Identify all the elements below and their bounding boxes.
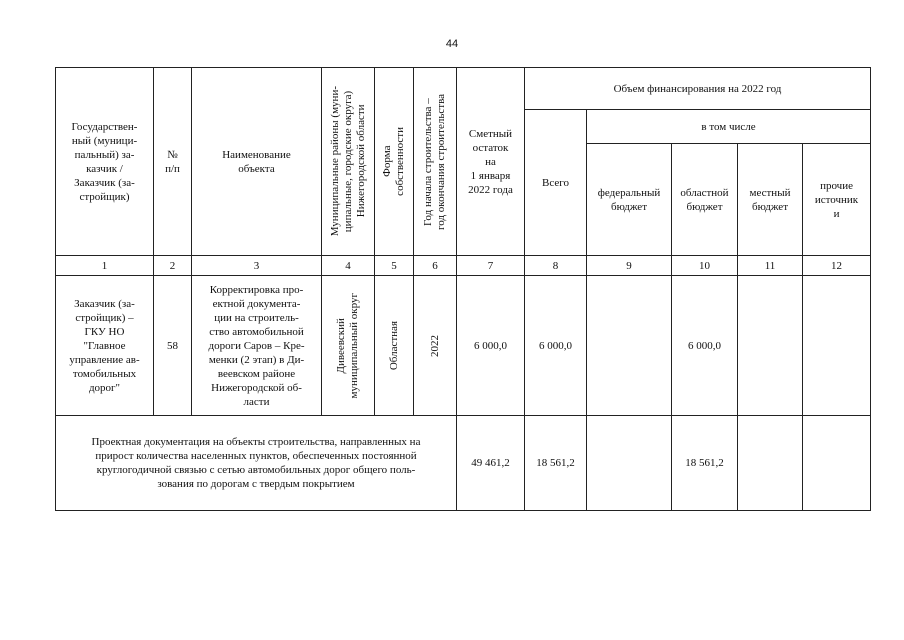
header-ownership-cell [375,68,414,256]
row-regional: 6 000,0 [672,276,738,416]
col-num-7: 7 [457,256,525,276]
header-total: Всего [525,110,587,256]
row-object-name: Корректировка про- ектной документа- ции на строитель- ство автомобильной дороги Саров – Кре- менки (2 этап) в Ди- веевском районе Нижегородской об- ласти [192,276,322,416]
header-customer: Государствен- ный (муници- пальный) за- казчик / Заказчик (за- стройщик) [56,68,154,256]
row-num: 58 [154,276,192,416]
header-municipal-cell [322,68,375,256]
header-local: местный бюджет [738,144,803,256]
summary-total: 18 561,2 [525,416,587,511]
col-num-9: 9 [587,256,672,276]
col-num-1: 1 [56,256,154,276]
row-years-cell [414,276,457,416]
table-row [56,276,871,416]
col-num-6: 6 [414,256,457,276]
row-total: 6 000,0 [525,276,587,416]
row-ownership: Областная [387,320,400,371]
header-years-cell [414,68,457,256]
row-ownership-cell [375,276,414,416]
col-num-2: 2 [154,256,192,276]
row-years: 2022 [428,334,441,357]
summary-text: Проектная документация на объекты строительства, направленных на прирост количества населенных пунктов, обеспеченных постоянной круглогодичной связью с сетью автомобильных дорог общего поль- зования по дорогам с твердым покрытием [56,416,457,511]
header-estimate: Сметный остаток на 1 января 2022 года [457,68,525,256]
header-funding: Объем финансирования на 2022 год [525,68,871,110]
summary-estimate: 49 461,2 [457,416,525,511]
summary-federal [587,416,672,511]
header-regional: областной бюджет [672,144,738,256]
col-num-4: 4 [322,256,375,276]
header-municipal: Муниципальные районы (муни- ципальные, городские округа) Нижегородской области [328,86,367,237]
col-num-12: 12 [803,256,871,276]
row-other [803,276,871,416]
col-num-8: 8 [525,256,587,276]
col-num-3: 3 [192,256,322,276]
col-num-11: 11 [738,256,803,276]
header-row-1 [56,68,871,110]
header-object-name: Наименование объекта [192,68,322,256]
col-num-10: 10 [672,256,738,276]
header-years: Год начала строительства – год окончания строительства [422,93,447,230]
financing-table [55,67,871,511]
summary-row [56,416,871,511]
header-num: № п/п [154,68,192,256]
column-numbers-row [56,256,871,276]
summary-other [803,416,871,511]
col-num-5: 5 [375,256,414,276]
header-other: прочие источник и [803,144,871,256]
page-number: 44 [445,38,459,50]
row-municipal: Дивеевский муниципальный округ [335,292,360,399]
row-municipal-cell [322,276,375,416]
row-federal [587,276,672,416]
row-local [738,276,803,416]
summary-local [738,416,803,511]
header-federal: федеральный бюджет [587,144,672,256]
row-customer: Заказчик (за- стройщик) – ГКУ НО "Главное управление ав- томобильных дорог" [56,276,154,416]
row-estimate: 6 000,0 [457,276,525,416]
header-including: в том числе [587,110,871,144]
summary-regional: 18 561,2 [672,416,738,511]
header-ownership: Форма собственности [381,127,406,196]
